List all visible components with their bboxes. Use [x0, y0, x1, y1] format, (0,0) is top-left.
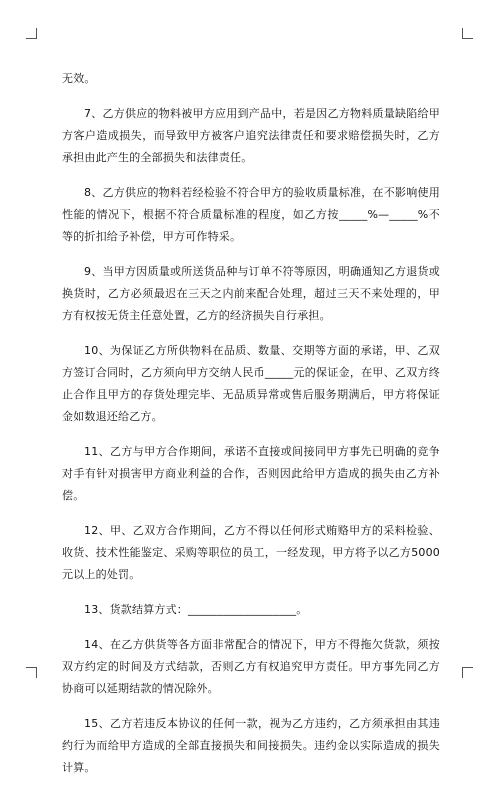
crop-mark-bottom-left — [26, 667, 37, 678]
document-body — [62, 68, 440, 792]
clause-7: 7、乙方供应的物料被甲方应用到产品中，若是因乙方物料质量缺陷给甲方客户造成损失，而导致甲方被客户追究法律责任和要求赔偿损失时，乙方承担由此产生的全部损失和法律责任。 — [62, 107, 440, 164]
clause-8: 8、乙方供应的物料若经检验不符合甲方的验收质量标准，在不影响使用性能的情况下，根据不符合质量标准的程度，如乙方按_____%—_____%不等的折扣给予补偿，甲方可作特采。 — [62, 186, 440, 243]
crop-mark-top-right — [462, 28, 473, 39]
paragraph-continuation: 无效。 — [62, 72, 96, 85]
clause-10: 10、为保证乙方所供物料在品质、数量、交期等方面的承诺，甲、乙双方签订合同时，乙方须向甲方交纳人民币_____元的保证金，在甲、乙双方终止合作且甲方的存货处理完毕、无品质异常或售后服务期满后，甲方将保证金如数退还给乙方。 — [62, 344, 440, 423]
clause-12: 12、甲、乙双方合作期间，乙方不得以任何形式贿赂甲方的采料检验、收货、技术性能鉴定、采购等职位的员工，一经发现，甲方将予以乙方5000元以上的处罚。 — [62, 524, 440, 581]
clause-13: 13、货款结算方式：___________________。 — [84, 603, 308, 616]
crop-mark-top-left — [26, 28, 37, 39]
clause-14: 14、在乙方供货等各方面非常配合的情况下，甲方不得拖欠货款，须按双方约定的时间及方式结款，否则乙方有权追究甲方责任。甲方事先同乙方协商可以延期结款的情况除外。 — [62, 638, 440, 695]
crop-mark-bottom-right — [462, 667, 473, 678]
clause-9: 9、当甲方因质量或所送货品种与订单不符等原因，明确通知乙方退货或换货时，乙方必须最迟在三天之内前来配合处理，超过三天不来处理的，甲方有权按无货主任意处置，乙方的经济损失自行承担。 — [62, 265, 440, 322]
clause-15: 15、乙方若违反本协议的任何一款，视为乙方违约，乙方须承担由其违约行为而给甲方造成的全部直接损失和间接损失。违约金以实际造成的损失计算。 — [62, 717, 440, 774]
clause-11: 11、乙方与甲方合作期间，承诺不直接或间接同甲方事先已明确的竞争对手有针对损害甲方商业利益的合作，否则因此给甲方造成的损失由乙方补偿。 — [62, 445, 440, 502]
